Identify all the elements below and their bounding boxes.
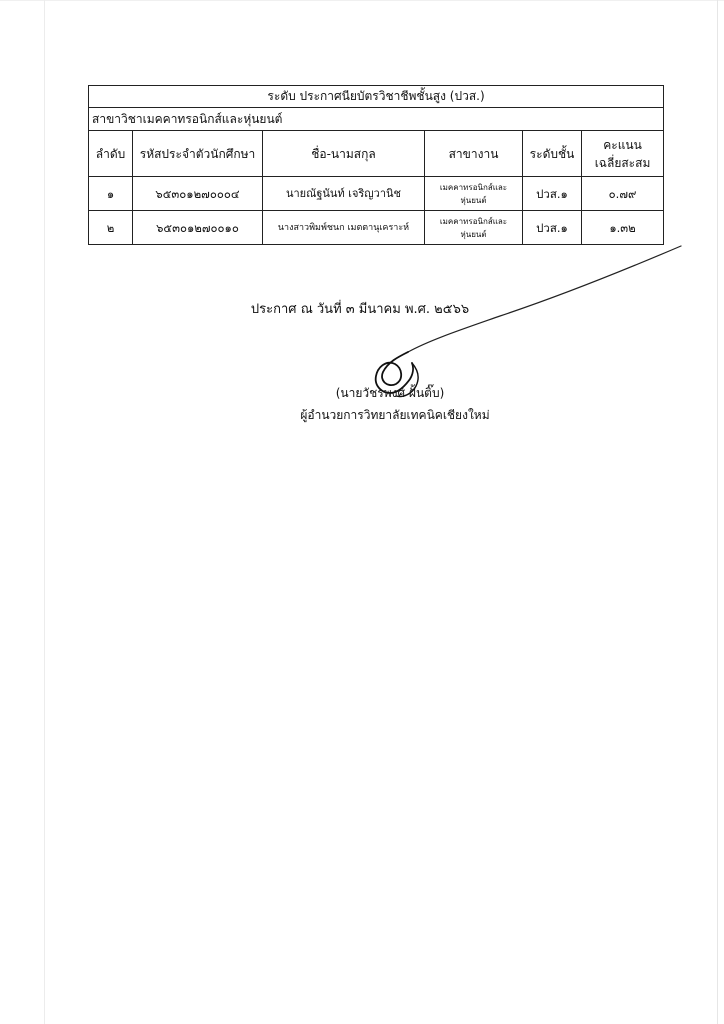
row-order: ๑	[89, 177, 133, 211]
header-major: สาขางาน	[425, 131, 523, 177]
signer-title: ผู้อำนวยการวิทยาลัยเทคนิคเชียงใหม่	[300, 408, 490, 422]
header-gpa-line2: เฉลี่ยสะสม	[594, 155, 651, 170]
program-title: สาขาวิชาเมคคาทรอนิกส์และหุ่นยนต์	[89, 108, 664, 131]
signer-name: (นายวัชรพงศ์ ฝั้นติ๊บ)	[335, 386, 445, 400]
row-gpa: ๐.๗๙	[582, 177, 664, 211]
row-gpa: ๑.๓๒	[582, 211, 664, 245]
announcement-date: ประกาศ ณ วันที่ ๓ มีนาคม พ.ศ. ๒๕๖๖	[250, 302, 470, 317]
header-name: ชื่อ-นามสกุล	[263, 131, 425, 177]
row-name: นางสาวพิมพ์ชนก เมตตานุเคราะห์	[263, 211, 425, 245]
level-title: ระดับ ประกาศนียบัตรวิชาชีพชั้นสูง (ปวส.)	[89, 86, 664, 108]
row-major-line1: เมคคาทรอนิกส์และ	[439, 182, 508, 192]
header-order: ลำดับ	[89, 131, 133, 177]
header-level: ระดับชั้น	[523, 131, 582, 177]
row-level: ปวส.๑	[523, 177, 582, 211]
row-order: ๒	[89, 211, 133, 245]
header-student-id: รหัสประจำตัวนักศึกษา	[133, 131, 263, 177]
row-name: นายณัฐนันท์ เจริญวานิช	[263, 177, 425, 211]
row-level: ปวส.๑	[523, 211, 582, 245]
row-major-line2: หุ่นยนต์	[460, 195, 487, 205]
row-major-line1: เมคคาทรอนิกส์และ	[439, 216, 508, 226]
row-student-id: ๖๕๓๐๑๒๗๐๐๐๔	[133, 177, 263, 211]
header-gpa-line1: คะแนน	[603, 137, 642, 152]
row-student-id: ๖๕๓๐๑๒๗๐๐๑๐	[133, 211, 263, 245]
row-major-line2: หุ่นยนต์	[460, 229, 487, 239]
